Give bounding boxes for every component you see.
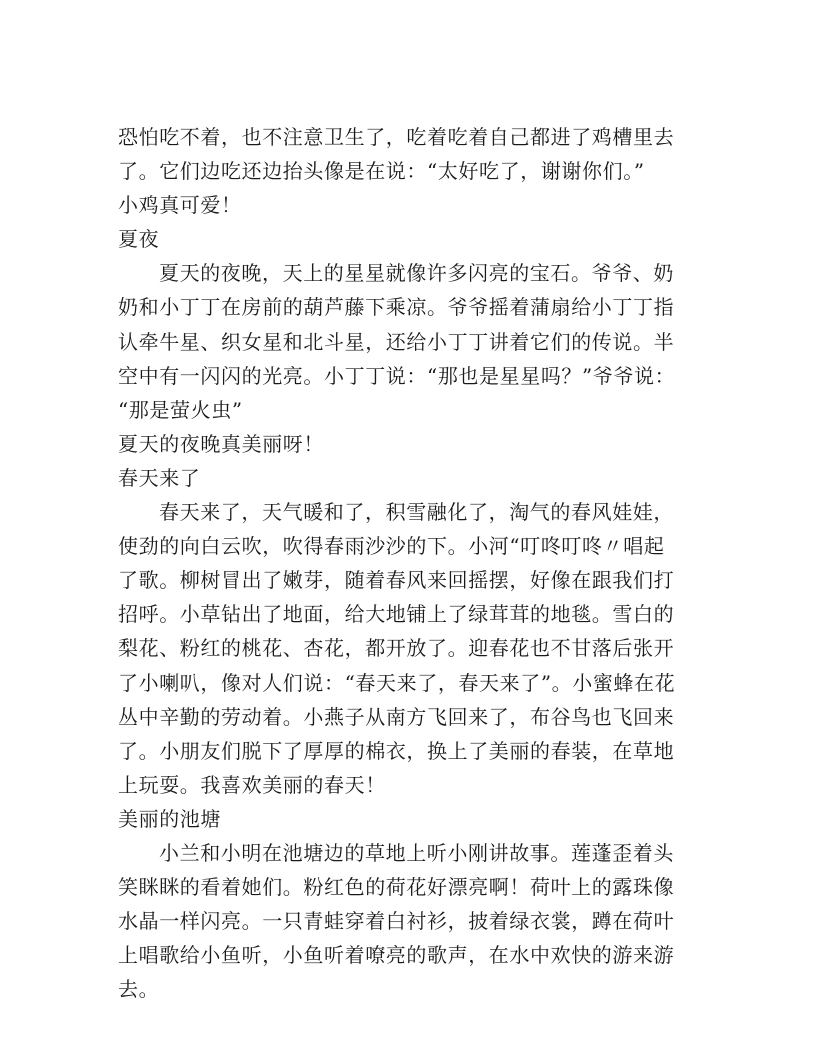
text-line: 了。小朋友们脱下了厚厚的棉衣，换上了美丽的春装，在草地 <box>118 738 675 763</box>
text-line: “那是萤火虫” <box>118 397 243 422</box>
text-line: 丛中辛勤的劳动着。小燕子从南方飞回来了，布谷鸟也飞回来 <box>118 704 675 729</box>
text-line: 了小喇叭，像对人们说：“春天来了，春天来了”。小蜜蜂在花 <box>118 670 676 695</box>
text-line: 小鸡真可爱！ <box>118 193 242 218</box>
text-line: 笑眯眯的看着她们。粉红色的荷花好漂亮啊！荷叶上的露珠像 <box>118 875 675 900</box>
text-line: 上唱歌给小鱼听，小鱼听着嘹亮的歌声，在水中欢快的游来游 <box>118 943 675 968</box>
text-line: 夏天的夜晚真美丽呀！ <box>118 431 324 456</box>
text-line: 上玩耍。我喜欢美丽的春天！ <box>118 772 386 797</box>
text-line: 了歌。柳树冒出了嫩芽，随着春风来回摇摆，好像在跟我们打 <box>118 568 675 593</box>
text-line: 奶和小丁丁在房前的葫芦藤下乘凉。爷爷摇着蒲扇给小丁丁指 <box>118 295 675 320</box>
text-line: 夏夜 <box>118 227 160 252</box>
text-line: 了。它们边吃还边抬头像是在说：“太好吃了，谢谢你们。” <box>118 159 645 184</box>
text-line: 夏天的夜晚，天上的星星就像许多闪亮的宝石。爷爷、奶 <box>159 261 674 286</box>
text-line: 梨花、粉红的桃花、杏花，都开放了。迎春花也不甘落后张开 <box>118 636 675 661</box>
text-line: 招呼。小草钻出了地面，给大地铺上了绿茸茸的地毯。雪白的 <box>118 602 675 627</box>
document-page <box>118 120 696 1006</box>
text-line: 恐怕吃不着，也不注意卫生了，吃着吃着自己都进了鸡槽里去 <box>118 125 675 149</box>
text-line: 去。 <box>118 977 160 1002</box>
text-line: 春天来了，天气暖和了，积雪融化了，淘气的春风娃娃， <box>159 500 674 525</box>
text-line: 认牵牛星、织女星和北斗星，还给小丁丁讲着它们的传说。半 <box>118 329 675 354</box>
text-line: 水晶一样闪亮。一只青蛙穿着白衬衫，披着绿衣裳，蹲在荷叶 <box>118 909 675 934</box>
text-line: 春天来了 <box>118 465 201 490</box>
text-line: 小兰和小明在池塘边的草地上听小刚讲故事。莲蓬歪着头 <box>159 840 674 865</box>
text-line: 美丽的池塘 <box>118 806 221 831</box>
text-line: 使劲的向白云吹，吹得春雨沙沙的下。小河“叮咚叮咚〃唱起 <box>118 534 665 559</box>
text-line: 空中有一闪闪的光亮。小丁丁说：“那也是星星吗？”爷爷说： <box>118 363 676 388</box>
